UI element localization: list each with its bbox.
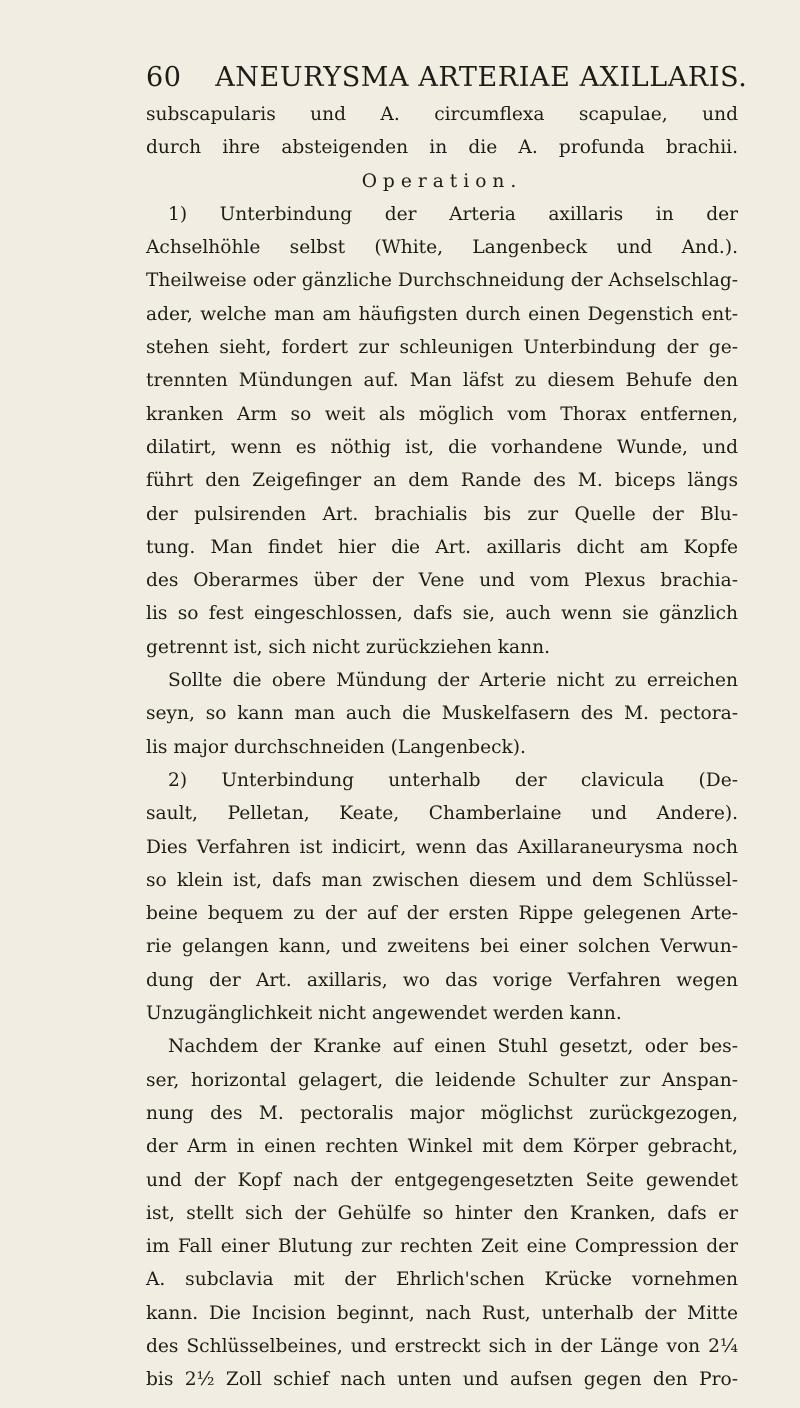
text-line: ader, welche man am häufigsten durch einen Degenstich ent-	[146, 303, 738, 325]
page-number: 60	[146, 62, 182, 93]
text-line: der Arm in einen rechten Winkel mit dem Körper gebracht,	[146, 1136, 738, 1158]
text-line: Nachdem der Kranke auf einen Stuhl gesetzt, oder bes-	[168, 1036, 738, 1058]
text-line: dilatirt, wenn es nöthig ist, die vorhandene Wunde, und	[146, 436, 738, 458]
text-line: führt den Zeigefinger an dem Rande des M. biceps längs	[146, 470, 738, 492]
text-line: A. subclavia mit der Ehrlich'schen Krücke vornehmen	[146, 1269, 738, 1291]
text-line: Dies Verfahren ist indicirt, wenn das Axillaraneurysma noch	[146, 836, 738, 858]
text-line: sault, Pelletan, Keate, Chamberlaine und Andere).	[146, 803, 738, 825]
text-line: des Oberarmes über der Vene und vom Plexus brachia-	[146, 570, 738, 592]
text-line: bis 2½ Zoll schief nach unten und aufsen gegen den Pro-	[146, 1369, 738, 1391]
text-line: ser, horizontal gelagert, die leidende Schulter zur Anspan-	[146, 1069, 738, 1091]
text-line: der pulsirenden Art. brachialis bis zur Quelle der Blu-	[146, 503, 738, 525]
text-line: dung der Art. axillaris, wo das vorige Verfahren wegen	[146, 969, 738, 991]
text-line: tung. Man findet hier die Art. axillaris dicht am Kopfe	[146, 536, 738, 558]
text-line: getrennt ist, sich nicht zurückziehen kann.	[146, 636, 551, 658]
text-line: im Fall einer Blutung zur rechten Zeit eine Compression der	[146, 1236, 738, 1258]
text-line: kann. Die Incision beginnt, nach Rust, unterhalb der Mitte	[146, 1302, 738, 1324]
text-line: Achselhöhle selbst (White, Langenbeck und And.).	[146, 237, 738, 259]
running-header	[146, 62, 748, 93]
text-line: lis so fest eingeschlossen, dafs sie, auch wenn sie gänzlich	[146, 603, 738, 625]
text-line: beine bequem zu der auf der ersten Rippe gelegenen Arte-	[146, 903, 738, 925]
text-line: Sollte die obere Mündung der Arterie nicht zu erreichen	[168, 670, 738, 692]
text-line: durch ihre absteigenden in die A. profunda brachii.	[146, 137, 738, 159]
text-line: Unzugänglichkeit nicht angewendet werden kann.	[146, 1003, 622, 1025]
body-text	[146, 98, 738, 1397]
text-line: stehen sieht, fordert zur schleunigen Unterbindung der ge-	[146, 337, 738, 359]
text-line: trennten Mündungen auf. Man läfst zu diesem Behufe den	[146, 370, 738, 392]
text-line: lis major durchschneiden (Langenbeck).	[146, 736, 526, 758]
text-line: ist, stellt sich der Gehülfe so hinter den Kranken, dafs er	[146, 1202, 738, 1224]
text-line: nung des M. pectoralis major möglichst zurückgezogen,	[146, 1102, 738, 1124]
text-line: des Schlüsselbeines, und erstreckt sich in der Länge von 2¼	[146, 1335, 738, 1357]
text-line: 1) Unterbindung der Arteria axillaris in der	[168, 203, 738, 225]
text-line: seyn, so kann man auch die Muskelfasern des M. pectora-	[146, 703, 738, 725]
text-line: Operation.	[361, 170, 523, 192]
text-line: so klein ist, dafs man zwischen diesem und dem Schlüssel-	[146, 869, 738, 891]
text-line: Theilweise oder gänzliche Durchschneidung der Achselschlag-	[146, 270, 738, 292]
text-line: kranken Arm so weit als möglich vom Thorax entfernen,	[146, 403, 738, 425]
text-line: subscapularis und A. circumflexa scapulae, und	[146, 104, 738, 125]
text-line: 2) Unterbindung unterhalb der clavicula (De-	[168, 769, 738, 791]
text-line: und der Kopf nach der entgegengesetzten Seite gewendet	[146, 1169, 738, 1191]
text-line: rie gelangen kann, und zweitens bei einer solchen Verwun-	[146, 936, 738, 958]
running-title: ANEURYSMA ARTERIAE AXILLARIS.	[215, 62, 748, 93]
